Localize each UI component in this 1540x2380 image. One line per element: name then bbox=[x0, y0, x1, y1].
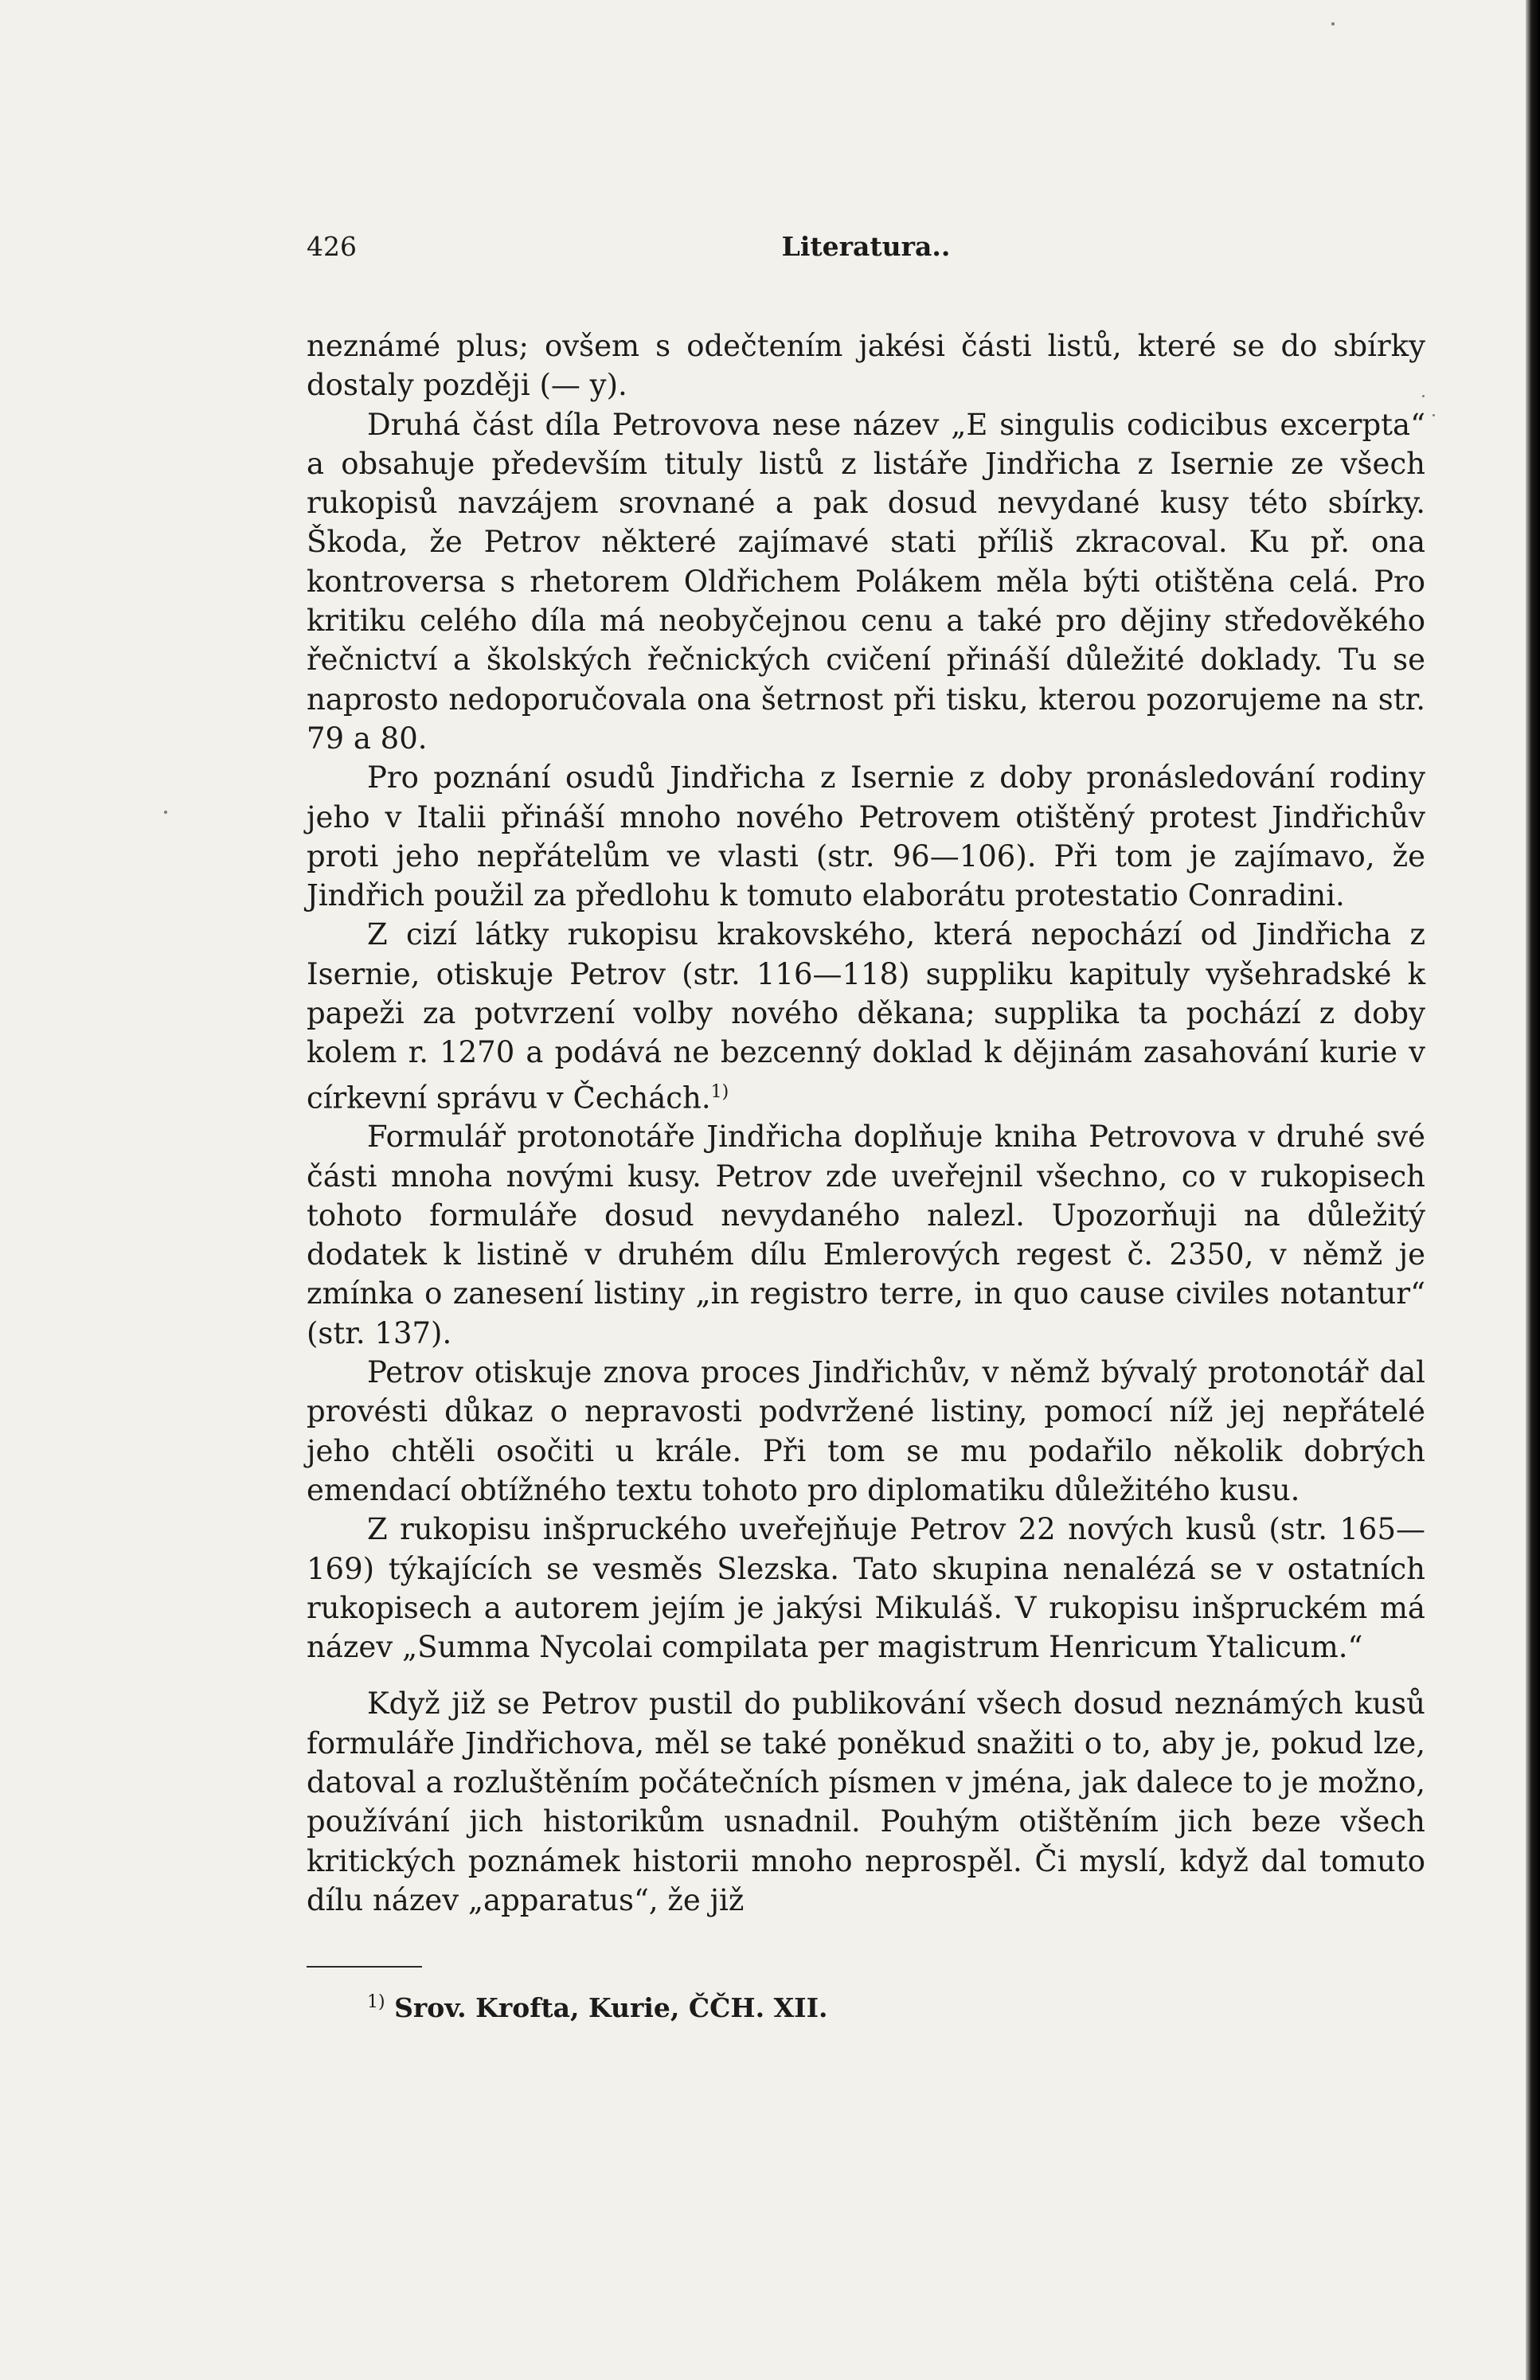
footnote-mark: 1) bbox=[367, 1992, 385, 2013]
paragraph-8: Když již se Petrov pustil do publikování všech dosud neznámých kusů formuláře Jindřichova, měl se také poněkud snažiti o to, aby je, pokud lze, datoval a rozluštěním počátečních písmen v jména, jak dalece to je možno, používání jich historikům usnadnil. Pouhým otištěním jich beze všech kritických poznámek historii mnoho neprospěl. Či myslí, když dal tomuto dílu název „apparatus“, že již bbox=[307, 1686, 1425, 1917]
footnote-divider bbox=[307, 1966, 422, 1968]
paragraph-3: Pro poznání osudů Jindřicha z Isernie z doby pronásledování rodiny jeho v Italii přináší mnoho nového Petrovem otištěný protest Jindřichův proti jeho nepřátelům ve vlasti (str. 96—106). Při tom je zajímavo, že Jindřich použil za předlohu k tomuto elaborátu protestatio Conradini. bbox=[307, 760, 1425, 913]
footnote-reference: 1) bbox=[710, 1081, 729, 1102]
page-header bbox=[307, 229, 1425, 264]
paragraph-1: neznámé plus; ovšem s odečtením jakési části listů, které se do sbírky dostaly později (— y). bbox=[307, 329, 1425, 403]
paragraph-5: Formulář protonotáře Jindřicha doplňuje kniha Petrovova v druhé své části mnoha novými kusy. Petrov zde uveřejnil všechno, co v rukopisech tohoto formuláře dosud nevydaného nalezl. Upozorňuji na důležitý dodatek k listině v druhém dílu Emlerových regest č. 2350, v němž je zmínka o zanesení listiny „in registro terre, in quo cause civiles notantur“ (str. 137). bbox=[307, 1120, 1425, 1350]
scan-speck bbox=[1422, 395, 1425, 397]
scan-speck bbox=[164, 811, 167, 814]
paragraph-4-text: Z cizí látky rukopisu krakovského, která nepochází od Jindřicha z Isernie, otiskuje Petrov (str. 116—118) suppliku kapituly vyšehradské k papeži za potvrzení volby nového děkana; supplika ta pochází z doby kolem r. 1270 a podává ne bezcenný doklad k dějinám zasahování kurie v církevní správu v Čechách. bbox=[307, 917, 1425, 1115]
scan-edge bbox=[1526, 0, 1540, 2380]
text-block bbox=[307, 229, 1425, 2026]
body-text bbox=[307, 326, 1425, 1920]
paragraph-7: Z rukopisu inšpruckého uveřejňuje Petrov 22 nových kusů (str. 165—169) týkajících se vesměs Slezska. Tato skupina nenalézá se v ostatních rukopisech a autorem jejím je jakýsi Mikuláš. V rukopisu inšpruckém má název „Summa Nycolai compilata per magistrum Henricum Ytalicum.“ bbox=[307, 1512, 1425, 1665]
running-head: Literatura.. bbox=[781, 231, 951, 262]
scan-speck bbox=[1433, 414, 1435, 416]
paragraph-4 bbox=[307, 915, 1425, 1117]
footnote bbox=[307, 1985, 1425, 2026]
paragraph-6: Petrov otiskuje znova proces Jindřichův, v němž bývalý protonotář dal provésti důkaz o nepravosti podvržené listiny, pomocí níž jej nepřátelé jeho chtěli osočiti u krále. Při tom se mu podařilo několik dobrých emendací obtížného textu tohoto pro diplomatiku důležitého kusu. bbox=[307, 1355, 1425, 1507]
paragraph-2: Druhá část díla Petrovova nese název „E singulis codicibus excerpta“ a obsahuje především tituly listů z listáře Jindřicha z Isernie ze všech rukopisů navzájem srovnané a pak dosud nevydané kusy této sbírky. Škoda, že Petrov některé zajímavé stati příliš zkracoval. Ku př. ona kontroversa s rhetorem Oldřichem Polákem měla býti otištěna celá. Pro kritiku celého díla má neobyčejnou cenu a také pro dějiny středověkého řečnictví a školských řečnických cvičení přináší důležité doklady. Tu se naprosto nedoporučovala ona šetrnost při tisku, kterou pozorujeme na str. 79 a 80. bbox=[307, 407, 1425, 756]
page-number: 426 bbox=[307, 231, 357, 262]
scan-speck bbox=[1331, 22, 1335, 25]
footnote-text: Srov. Krofta, Kurie, ČČH. XII. bbox=[394, 1992, 828, 2024]
